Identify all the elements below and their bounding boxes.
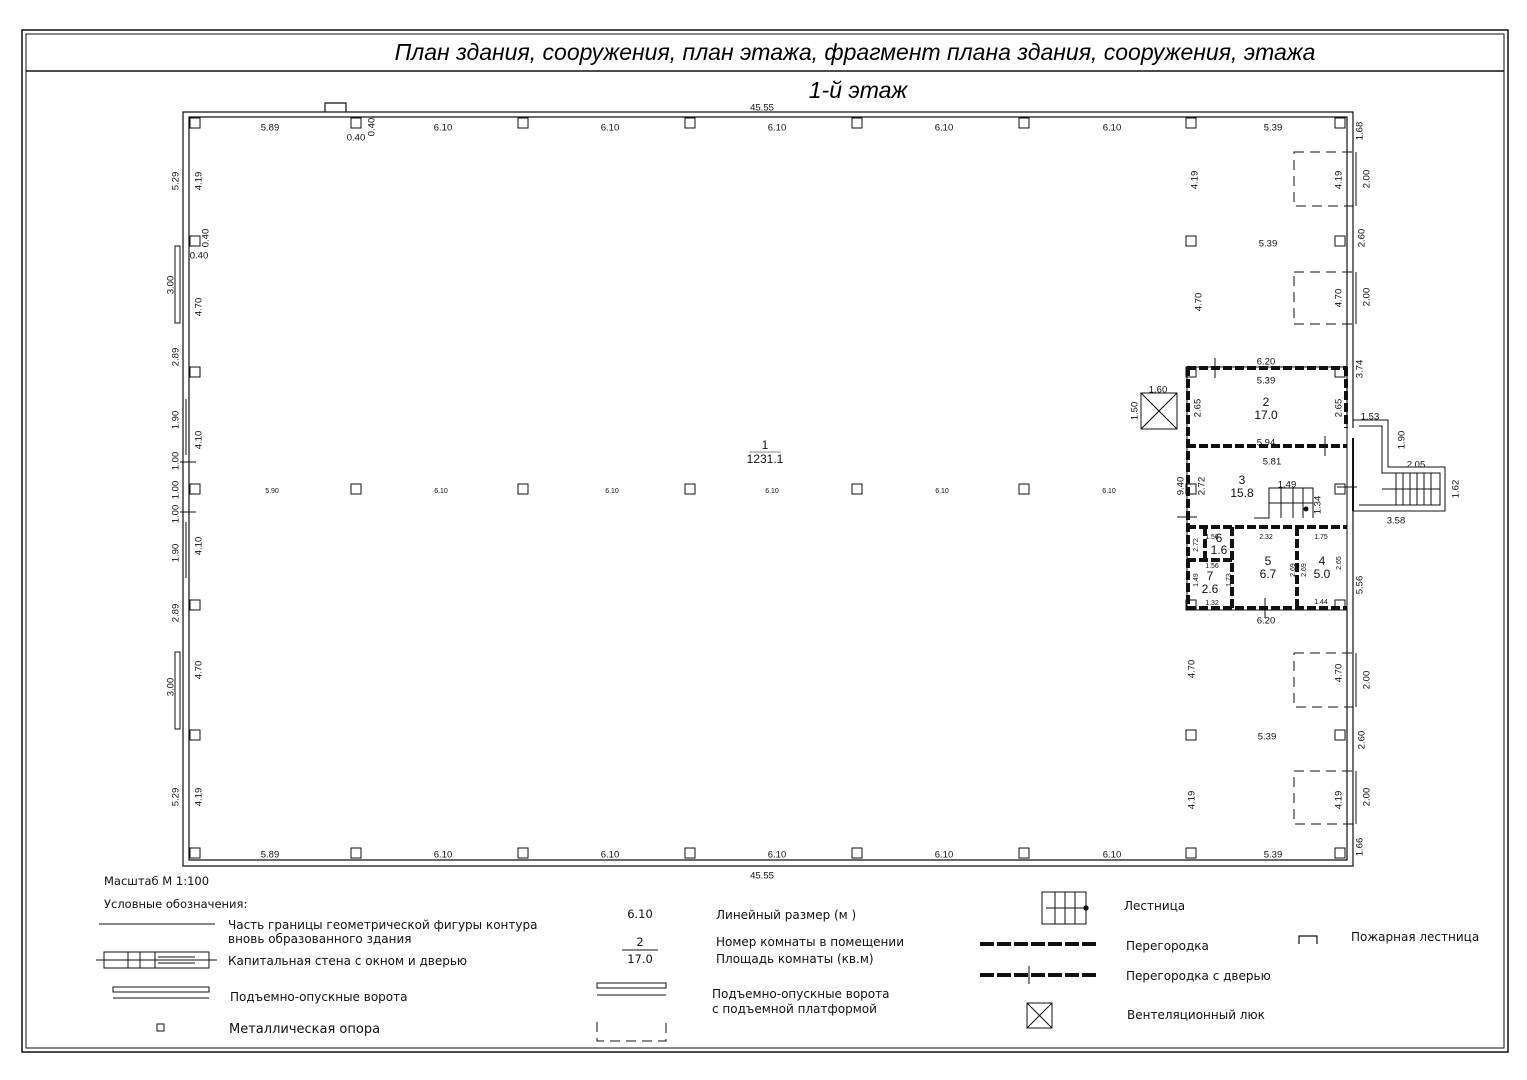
dimension-label: 1.68: [1354, 121, 1366, 141]
dimension-label: 5.56: [1354, 575, 1366, 595]
legend-linear: Линейный размер (м ): [716, 908, 857, 922]
main-room-area: 1231.1: [746, 452, 784, 466]
metal-column: [1019, 848, 1029, 858]
dimension-label: 2.72: [1196, 476, 1208, 496]
dimension-label: 0.40: [200, 228, 212, 248]
dimension-label: 1.56: [1205, 533, 1219, 541]
dimension-label: 6.10: [1102, 487, 1116, 495]
legend-fire-ladder: Пожарная лестница: [1351, 930, 1480, 944]
dimension-label: 2.69: [1300, 563, 1308, 577]
legend-linear-sample: 6.10: [627, 907, 653, 921]
legend-vent-hatch-symbol: [1027, 1003, 1052, 1028]
dimension-label: 2.00: [1361, 787, 1373, 807]
dimension-label: 45.55: [750, 102, 774, 114]
metal-column: [351, 484, 361, 494]
room-5-area: 6.7: [1259, 567, 1277, 581]
dimension-label: 1.32: [1205, 599, 1219, 607]
dimension-label: 6.10: [600, 849, 620, 861]
metal-column: [190, 484, 200, 494]
dimension-label: 2.32: [1259, 533, 1273, 541]
dimension-label: 2.00: [1361, 670, 1373, 690]
dimension-label: 6.10: [600, 122, 620, 134]
dimension-label: 6.10: [935, 487, 949, 495]
dimension-label: 1.00: [170, 480, 182, 500]
dimension-label: 6.10: [767, 122, 787, 134]
metal-column: [351, 848, 361, 858]
dimension-label: 3.00: [165, 677, 177, 697]
legend-room-area: Площадь комнаты (кв.м): [716, 952, 874, 966]
dimension-label: 1.49: [1277, 479, 1297, 491]
room-2-number: 2: [1262, 395, 1270, 409]
dimension-label: 4.70: [193, 297, 205, 317]
legend-gates: Подъемно-опускные ворота: [230, 990, 408, 1004]
dimension-label: 3.74: [1354, 359, 1366, 379]
dimension-label: 1.90: [1396, 430, 1408, 450]
legend-capital-wall-symbol: [96, 952, 217, 968]
legend-support-symbol: [157, 1024, 164, 1031]
dimension-label: 1.49: [1192, 573, 1200, 587]
legend-contour-2: вновь образованного здания: [228, 932, 412, 946]
dimension-label: 1.73: [1225, 573, 1233, 587]
fire-ladder-marker: [325, 103, 346, 112]
dimension-label: 5.90: [265, 487, 279, 495]
dimension-label: 2.65: [1333, 398, 1345, 418]
dimension-label: 4.70: [193, 660, 205, 680]
sheet-title: План здания, сооружения, план этажа, фрагмент плана здания, сооружения, этажа: [394, 39, 1316, 65]
room-4-area: 5.0: [1313, 567, 1331, 581]
dimension-label: 2.69: [1289, 563, 1297, 577]
dimension-label: 4.70: [1333, 663, 1345, 683]
metal-column: [1186, 118, 1196, 128]
dimension-label: 0.40: [346, 132, 366, 144]
dimension-label: 4.70: [1333, 288, 1345, 308]
metal-column: [190, 730, 200, 740]
metal-column: [1335, 236, 1345, 246]
metal-column: [190, 600, 200, 610]
dimension-label: 5.89: [260, 849, 280, 861]
dimension-label: 9.40: [1175, 476, 1187, 496]
dimension-label: 6.10: [1102, 122, 1122, 134]
metal-column: [518, 484, 528, 494]
dimension-label: 4.19: [193, 787, 205, 807]
metal-column: [190, 236, 200, 246]
dimension-label: 2.65: [1335, 556, 1343, 570]
dimension-label: 5.39: [1263, 849, 1283, 861]
dimension-label: 5.39: [1256, 375, 1276, 387]
dimension-label: 1.56: [1205, 562, 1219, 570]
dimension-label: 2.05: [1406, 459, 1426, 471]
dimension-label: 1.90: [170, 410, 182, 430]
dimension-label: 1.66: [1354, 837, 1366, 857]
dimension-label: 4.19: [193, 171, 205, 191]
metal-column: [1335, 118, 1345, 128]
internal-stair: [1254, 488, 1313, 518]
legend-fire-ladder-symbol: [1299, 936, 1317, 944]
legend-room-num-sample: 2: [636, 935, 644, 949]
metal-column: [852, 848, 862, 858]
dimension-label: 5.81: [1262, 456, 1282, 468]
dimension-label: 4.19: [1333, 790, 1345, 810]
legend-gates-symbol: [113, 987, 209, 998]
metal-column: [685, 484, 695, 494]
dimension-label: 2.72: [1192, 538, 1200, 552]
legend-vent-hatch: Вентеляционный люк: [1127, 1008, 1265, 1022]
legend-capital-wall: Капитальная стена с окном и дверью: [228, 954, 468, 968]
metal-column: [1019, 118, 1029, 128]
dimension-label: 2.89: [170, 603, 182, 623]
legend-platform-gates-1: Подъемно-опускные ворота: [712, 987, 890, 1001]
dimension-label: 2.60: [1356, 228, 1368, 248]
legend-platform-gates-symbol: [597, 983, 666, 1041]
legend-room-area-sample: 17.0: [627, 952, 653, 966]
dimension-label: 1.44: [1314, 598, 1328, 606]
dimension-label: 4.19: [1186, 790, 1198, 810]
dimension-label: 5.29: [170, 787, 182, 807]
dimension-label: 6.20: [1256, 356, 1276, 368]
room-5-number: 5: [1264, 554, 1272, 568]
dimension-label: 2.65: [1192, 398, 1204, 418]
dimension-label: 5.89: [260, 122, 280, 134]
dimension-label: 0.40: [189, 250, 209, 262]
room-3-area: 15.8: [1230, 486, 1254, 500]
legend: [96, 874, 1479, 1041]
metal-column: [190, 367, 200, 377]
dimension-label: 4.19: [1333, 170, 1345, 190]
metal-column: [518, 848, 528, 858]
dimension-label: 0.40: [366, 117, 378, 137]
dimension-label: 6.10: [934, 849, 954, 861]
main-room-number: 1: [761, 438, 769, 452]
room-4-number: 4: [1318, 554, 1326, 568]
metal-column: [852, 118, 862, 128]
dimension-label: 2.60: [1356, 730, 1368, 750]
room-6-area: 1.6: [1210, 543, 1228, 557]
dimension-label: 1.62: [1450, 479, 1462, 499]
metal-column: [1186, 236, 1196, 246]
metal-column: [1335, 484, 1345, 494]
dimension-label: 5.39: [1257, 731, 1277, 743]
dimension-label: 3.00: [165, 275, 177, 295]
dimension-label: 6.10: [433, 849, 453, 861]
legend-stairs: Лестница: [1124, 899, 1186, 913]
dimension-label: 6.10: [765, 487, 779, 495]
scale-label: Масштаб М 1:100: [104, 874, 210, 888]
dimension-label: 6.10: [1102, 849, 1122, 861]
metal-column: [1186, 730, 1196, 740]
legend-partition-door-symbol: [980, 966, 1099, 984]
dimension-label: 4.70: [1193, 292, 1205, 312]
dimension-label: 4.19: [1189, 170, 1201, 190]
metal-column: [190, 848, 200, 858]
dimension-label: 6.10: [767, 849, 787, 861]
dimension-label: 2.00: [1361, 169, 1373, 189]
dimension-label: 2.00: [1361, 287, 1373, 307]
dimension-label: 5.29: [170, 171, 182, 191]
dimension-label: 1.53: [1360, 411, 1380, 423]
room-7-number: 7: [1206, 569, 1214, 583]
dimension-label: 1.75: [1314, 533, 1328, 541]
dimension-label: 4.70: [1186, 659, 1198, 679]
room-2-area: 17.0: [1254, 408, 1278, 422]
metal-column: [685, 848, 695, 858]
metal-column: [1186, 848, 1196, 858]
legend-partition: Перегородка: [1126, 939, 1209, 953]
legend-contour-1: Часть границы геометрической фигуры контура: [228, 918, 538, 932]
legend-room-num: Номер комнаты в помещении: [716, 935, 904, 949]
metal-column: [1019, 484, 1029, 494]
dimension-label: 5.39: [1258, 238, 1278, 250]
vent-hatch: [1141, 393, 1177, 429]
metal-column: [190, 118, 200, 128]
legend-partition-door: Перегородка с дверью: [1126, 969, 1271, 983]
dimension-label: 4.10: [193, 430, 205, 450]
dimension-label: 1.60: [1148, 384, 1168, 396]
metal-column: [685, 118, 695, 128]
dimension-label: 6.10: [434, 487, 448, 495]
dimension-label: 45.55: [750, 870, 774, 882]
metal-column: [351, 118, 361, 128]
legend-platform-gates-2: с подъемной платформой: [712, 1002, 877, 1016]
metal-column: [852, 484, 862, 494]
dimension-label: 1.00: [170, 451, 182, 471]
floor-label: 1-й этаж: [808, 77, 908, 103]
metal-column: [518, 118, 528, 128]
legend-stairs-symbol: [1042, 892, 1088, 924]
dimension-label: 1.00: [170, 504, 182, 524]
legend-header: Условные обозначения:: [104, 897, 248, 911]
dimension-label: 1.34: [1312, 495, 1324, 515]
room-6-number: 6: [1215, 531, 1223, 545]
dimension-label: 1.50: [1129, 401, 1141, 421]
room-7-area: 2.6: [1201, 582, 1219, 596]
metal-column: [1335, 730, 1345, 740]
dimension-label: 3.58: [1386, 515, 1406, 527]
room-3-number: 3: [1238, 473, 1246, 487]
dimension-label: 6.20: [1256, 615, 1276, 627]
room-labels: [747, 395, 1331, 596]
metal-column: [1335, 848, 1345, 858]
dimension-label: 5.39: [1263, 122, 1283, 134]
dimension-label: 6.10: [433, 122, 453, 134]
dimension-label: 1.90: [170, 543, 182, 563]
dimension-label: 6.10: [934, 122, 954, 134]
dimension-label: 5.94: [1256, 437, 1276, 449]
dimension-label: 4.10: [193, 536, 205, 556]
dimension-label: 2.89: [170, 347, 182, 367]
dimension-label: 6.10: [605, 487, 619, 495]
inner-frame: [26, 34, 1504, 1048]
legend-support: Металлическая опора: [229, 1022, 381, 1037]
